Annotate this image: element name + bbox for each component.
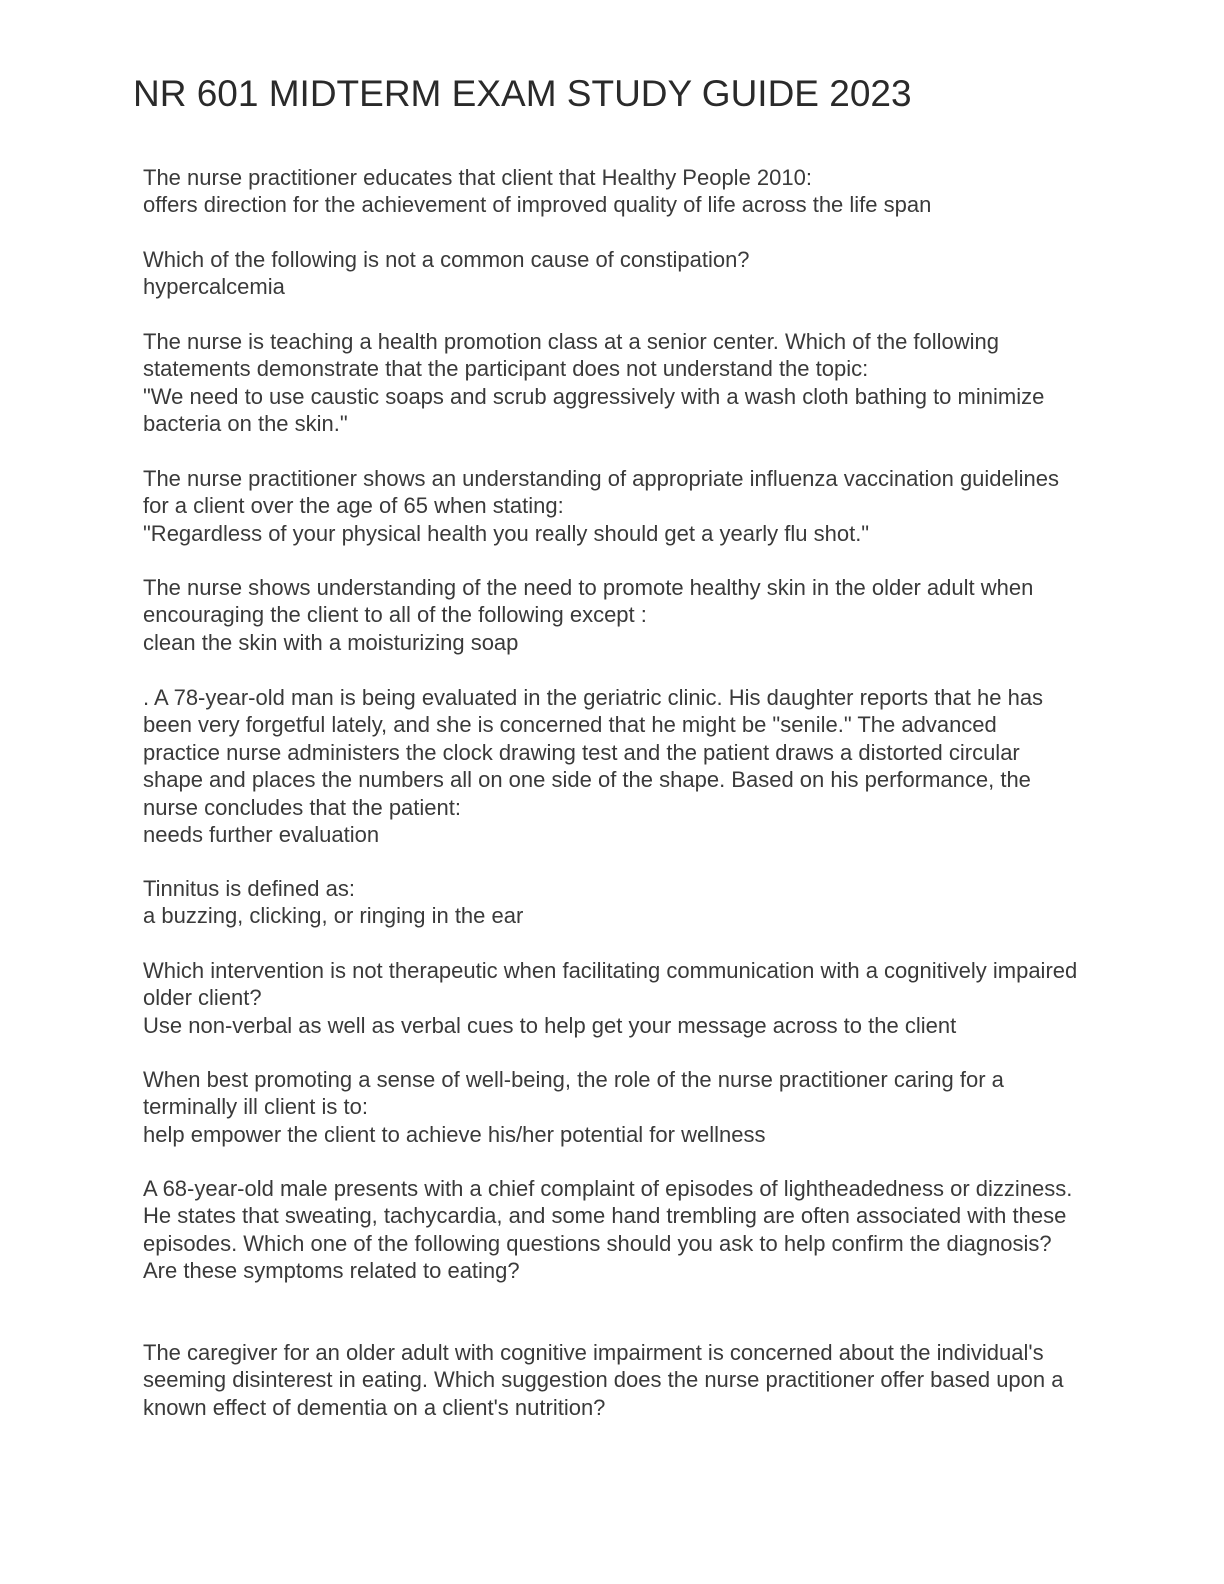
qa-item [143, 875, 1078, 930]
question-text: The nurse practitioner educates that client that Healthy People 2010: [143, 165, 812, 190]
question-text: Which intervention is not therapeutic when facilitating communication with a cognitively impaired older client? [143, 958, 1078, 1011]
question-text: Tinnitus is defined as: [143, 876, 355, 901]
qa-item [143, 246, 1078, 301]
qa-item [143, 1339, 1078, 1421]
qa-item [143, 574, 1078, 656]
answer-text: Are these symptoms related to eating? [143, 1258, 520, 1284]
qa-item [143, 465, 1078, 547]
answer-text: help empower the client to achieve his/her potential for wellness [143, 1121, 766, 1147]
answer-text: offers direction for the achievement of improved quality of life across the life span [143, 192, 932, 218]
page-title: NR 601 MIDTERM EXAM STUDY GUIDE 2023 [133, 73, 912, 114]
answer-text: a buzzing, clicking, or ringing in the ear [143, 903, 524, 929]
answer-text: Use non-verbal as well as verbal cues to help get your message across to the client [143, 1012, 957, 1038]
qa-item [143, 164, 1078, 219]
qa-item [143, 1175, 1078, 1285]
question-text: When best promoting a sense of well-being, the role of the nurse practitioner caring for a terminally ill client is to: [143, 1067, 1004, 1120]
question-text: The caregiver for an older adult with cognitive impairment is concerned about the individual's seeming disinterest in eating. Which suggestion does the nurse practitioner offer based upon a known effect of dementia on a client's nutrition? [143, 1340, 1064, 1420]
qa-item [143, 1066, 1078, 1148]
answer-text: "Regardless of your physical health you really should get a yearly flu shot." [143, 520, 870, 546]
qa-item [143, 328, 1078, 438]
question-text: The nurse is teaching a health promotion class at a senior center. Which of the following statements demonstrate that the participant does not understand the topic: [143, 329, 1000, 382]
qa-item [143, 684, 1078, 848]
question-text: The nurse shows understanding of the need to promote healthy skin in the older adult when encouraging the client to all of the following except : [143, 575, 1034, 628]
answer-text: needs further evaluation [143, 822, 380, 848]
question-text: Which of the following is not a common cause of constipation? [143, 247, 750, 272]
question-text: A 68-year-old male presents with a chief complaint of episodes of lightheadedness or dizziness. He states that sweating, tachycardia, and some hand trembling are often associated with these episodes. Which one of the following questions should you ask to help confirm the diagnosis? [143, 1176, 1073, 1256]
answer-text: clean the skin with a moisturizing soap [143, 629, 519, 655]
qa-item [143, 957, 1078, 1039]
question-text: . A 78-year-old man is being evaluated in the geriatric clinic. His daughter reports that he has been very forgetful lately, and she is concerned that he might be "senile." The advanced practice nurse administers the clock drawing test and the patient draws a distorted circular shape and places the numbers all on one side of the shape. Based on his performance, the nurse concludes that the patient: [143, 685, 1044, 820]
answer-text: "We need to use caustic soaps and scrub aggressively with a wash cloth bathing to minimize bacteria on the skin." [143, 383, 1045, 437]
question-text: The nurse practitioner shows an understanding of appropriate influenza vaccination guidelines for a client over the age of 65 when stating: [143, 466, 1060, 519]
answer-text: hypercalcemia [143, 274, 285, 300]
